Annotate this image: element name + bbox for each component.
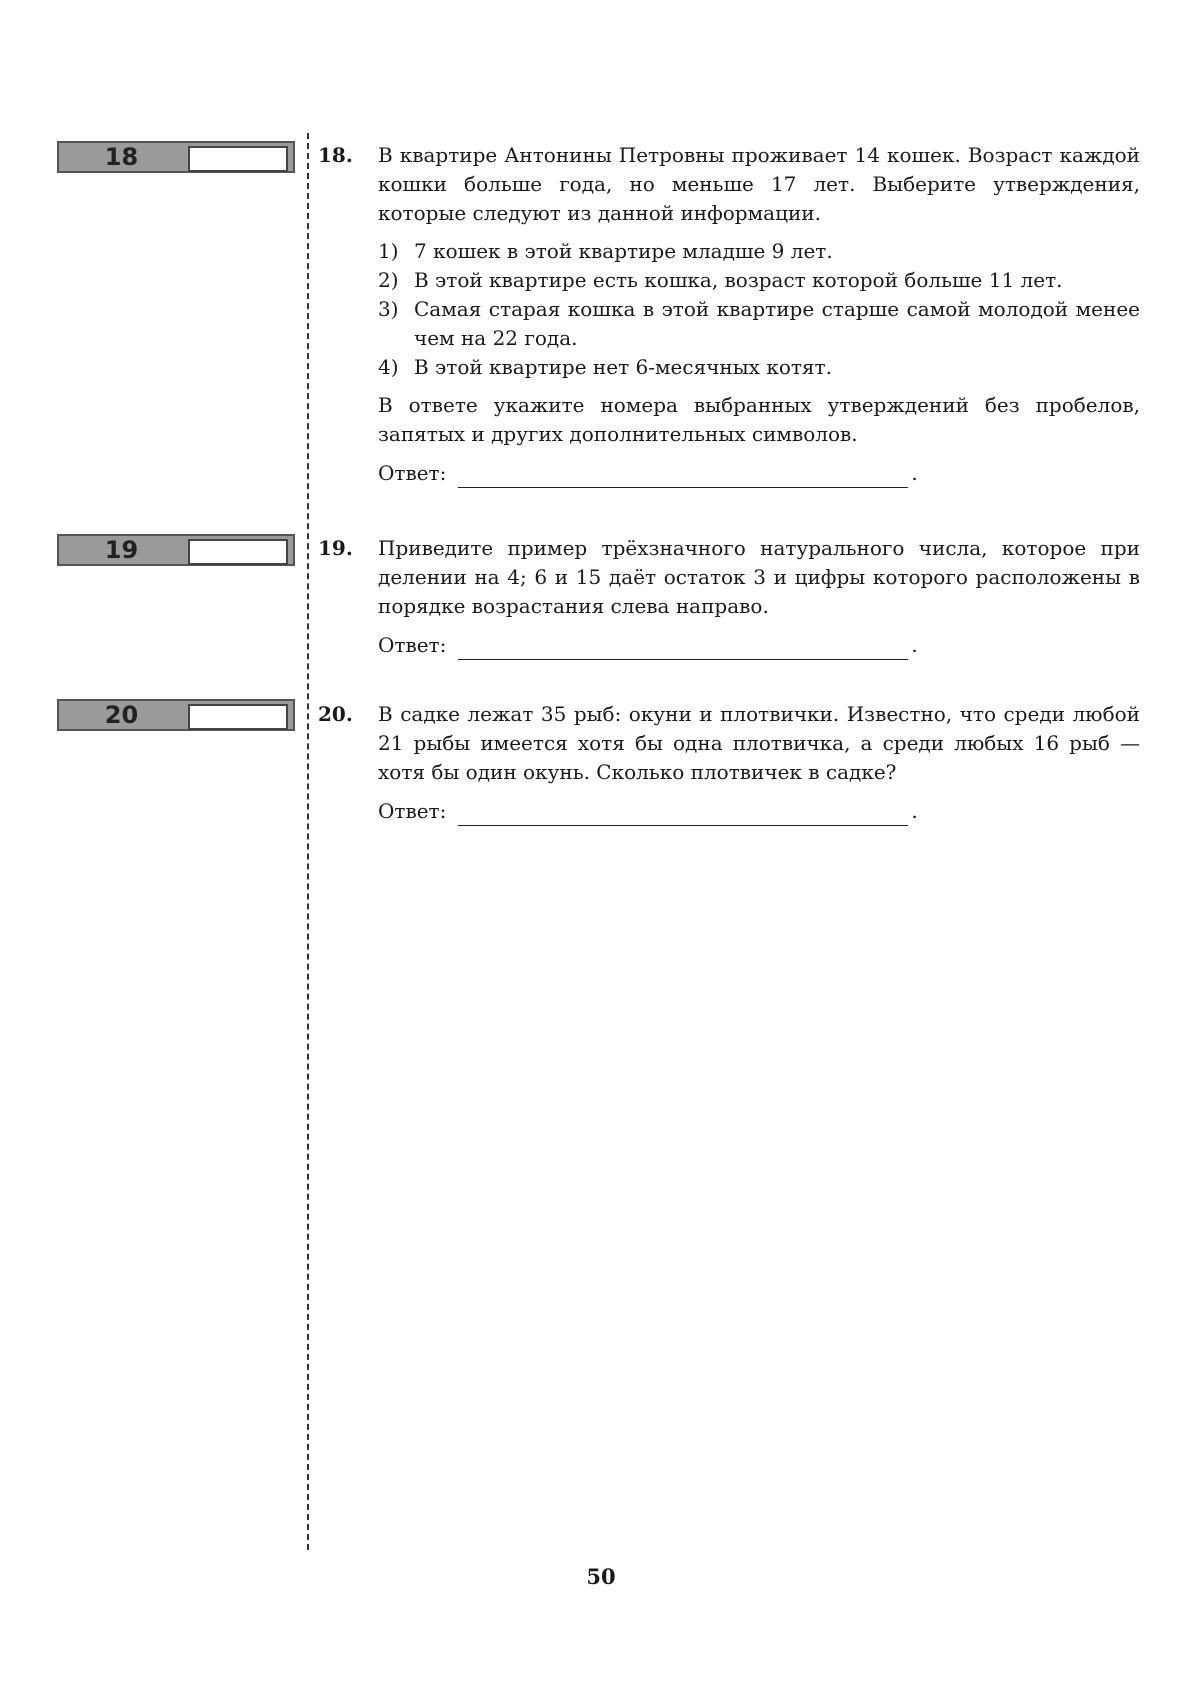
answer-label: Ответ: [378,633,447,657]
answer-box-field[interactable] [188,704,288,730]
answer-row: Ответ: . [378,797,1140,826]
task-19 [318,534,1140,660]
task-text: В садке лежат 35 рыб: окуни и плотвички. Известно, что среди любой 21 рыбы имеется хотя бы одна плотвичка, а среди любых 16 рыб — хотя бы один окунь. Сколько плотвичек в садке? [378,702,1140,784]
option-item: 4) В этой квартире нет 6-месячных котят. [378,355,832,379]
option-item: 1) 7 кошек в этой квартире младше 9 лет. [378,239,833,263]
page-number: 50 [586,1564,616,1589]
cut-line [307,133,309,1550]
options-list [378,237,1140,382]
task-number: 19. [318,536,353,560]
task-text: В квартире Антонины Петровны проживает 14 кошек. Возраст каждой кошки больше года, но меньше 17 лет. Выберите утверждения, которые следуют из данной информации. [378,143,1140,225]
answer-box-field[interactable] [188,539,288,565]
answer-box-number: 20 [104,701,139,729]
answer-box-field[interactable] [188,146,288,172]
task-18 [318,141,1140,488]
answer-box-number: 19 [104,536,139,564]
task-text: Приведите пример трёхзначного натурального числа, которое при делении на 4; 6 и 15 даёт остаток 3 и цифры которого расположены в порядке возрастания слева направо. [378,536,1140,618]
answer-box-18 [57,141,295,173]
task-20 [318,700,1140,826]
task-number: 18. [318,143,353,167]
answer-label: Ответ: [378,461,447,485]
task-instruction: В ответе укажите номера выбранных утверждений без пробелов, запятых и других дополнительных символов. [378,393,1140,446]
option-item: 3) Самая старая кошка в этой квартире старше самой молодой менее чем на 22 года. [378,297,1140,350]
task-number: 20. [318,702,353,726]
answer-label: Ответ: [378,799,447,823]
option-item: 2) В этой квартире есть кошка, возраст которой больше 11 лет. [378,268,1063,292]
answer-row: Ответ: . [378,459,1140,488]
answer-box-19 [57,534,295,566]
answer-box-20 [57,699,295,731]
answer-box-number: 18 [104,143,139,171]
answer-row: Ответ: . [378,631,1140,660]
answer-line[interactable] [458,467,908,488]
answer-line[interactable] [458,805,908,826]
answer-line[interactable] [458,639,908,660]
